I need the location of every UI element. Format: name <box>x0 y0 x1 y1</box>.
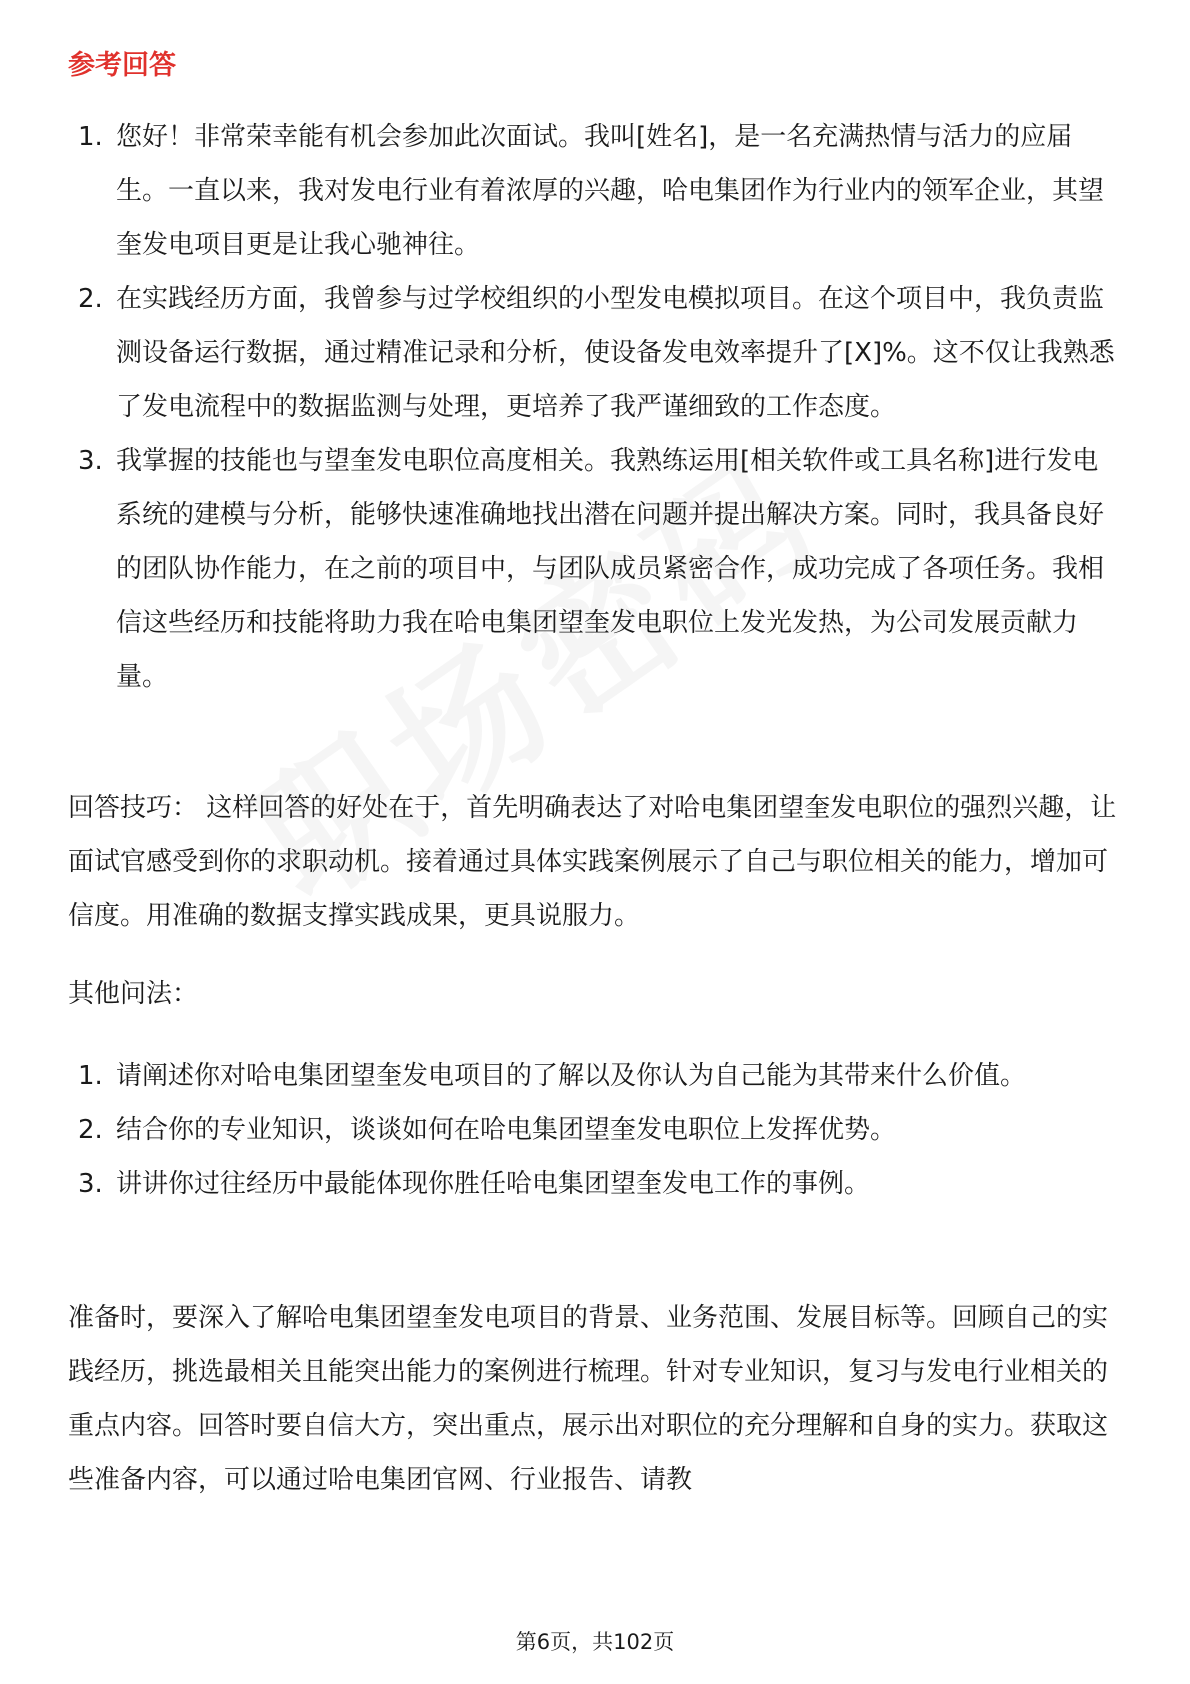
list-item <box>68 434 1118 704</box>
page-number: 第6页，共102页 <box>515 1630 675 1654</box>
list-item-text: 在实践经历方面，我曾参与过学校组织的小型发电模拟项目。在这个项目中，我负责监测设备运行数据，通过精准记录和分析，使设备发电效率提升了[X]%。这不仅让我熟悉了发电流程中的数据监测与处理，更培养了我严谨细致的工作态度。 <box>116 284 1115 422</box>
list-item <box>68 1049 1118 1103</box>
list-number: 3. <box>78 446 103 476</box>
list-number: 2. <box>78 1115 103 1145</box>
list-item-text: 讲讲你过往经历中最能体现你胜任哈电集团望奎发电工作的事例。 <box>116 1169 871 1199</box>
list-number: 1. <box>78 1061 103 1091</box>
list-item-text: 我掌握的技能也与望奎发电职位高度相关。我熟练运用[相关软件或工具名称]进行发电系统的建模与分析，能够快速准确地找出潜在问题并提出解决方案。同时，我具备良好的团队协作能力，在之前的项目中，与团队成员紧密合作，成功完成了各项任务。我相信这些经历和技能将助力我在哈电集团望奎发电职位上发光发热，为公司发展贡献力量。 <box>116 446 1105 692</box>
list-item-text: 请阐述你对哈电集团望奎发电项目的了解以及你认为自己能为其带来什么价值。 <box>116 1061 1027 1091</box>
preparation-paragraph: 准备时，要深入了解哈电集团望奎发电项目的背景、业务范围、发展目标等。回顾自己的实践经历，挑选最相关且能突出能力的案例进行梳理。针对专业知识，复习与发电行业相关的重点内容。回答时要自信大方，突出重点，展示出对职位的充分理解和自身的实力。获取这些准备内容，可以通过哈电集团官网、行业报告、请教 <box>68 1303 1109 1495</box>
list-item-text: 您好！非常荣幸能有机会参加此次面试。我叫[姓名]，是一名充满热情与活力的应届生。一直以来，我对发电行业有着浓厚的兴趣，哈电集团作为行业内的领军企业，其望奎发电项目更是让我心驰神往。 <box>116 122 1105 260</box>
other-questions-label: 其他问法： <box>68 979 199 1009</box>
section-title: 参考回答 <box>68 50 176 81</box>
list-item <box>68 1157 1118 1211</box>
other-questions-list <box>68 1049 1118 1211</box>
list-item-text: 结合你的专业知识，谈谈如何在哈电集团望奎发电职位上发挥优势。 <box>116 1115 897 1145</box>
list-item <box>68 272 1118 434</box>
answer-list <box>68 110 1118 704</box>
list-number: 1. <box>78 122 103 152</box>
list-item <box>68 1103 1118 1157</box>
list-item <box>68 110 1118 272</box>
list-number: 2. <box>78 284 103 314</box>
tips-paragraph: 回答技巧： 这样回答的好处在于，首先明确表达了对哈电集团望奎发电职位的强烈兴趣，让面试官感受到你的求职动机。接着通过具体实践案例展示了自己与职位相关的能力，增加可信度。用准确的数据支撑实践成果，更具说服力。 <box>68 793 1117 931</box>
list-number: 3. <box>78 1169 103 1199</box>
